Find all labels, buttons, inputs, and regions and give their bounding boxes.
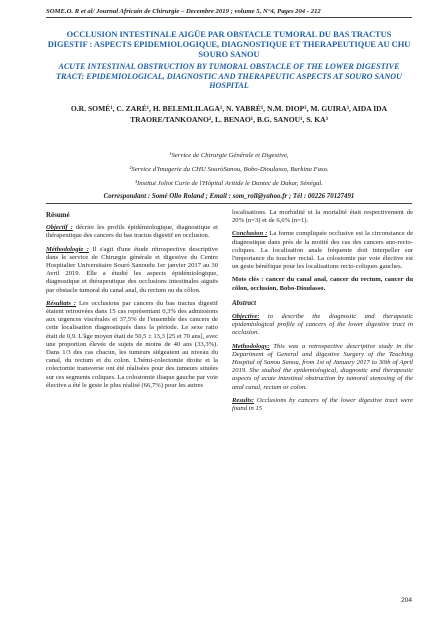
methodologie-paragraph <box>46 246 218 295</box>
right-column <box>232 209 413 418</box>
conclusion-paragraph <box>232 230 413 271</box>
objective-paragraph <box>232 313 413 338</box>
resultats-paragraph <box>46 300 218 390</box>
objectif-label: Objectif : <box>46 224 73 232</box>
affiliation-2: ²Service d'Imagerie du CHU SouròSanou, Bobo-Dioulasso, Burkina Faso. <box>129 166 329 173</box>
keywords-label: Mots clés : <box>232 276 264 284</box>
methodology-label: Methodology: <box>232 342 270 350</box>
methodologie-text: Il s'agit d'une étude rétrospective descriptive dans le service de Chirurgie générale et digestive du Centre Hospitalier Universitaire Souró Sanoudu 1er janvier 2017 au 30 Avril 2019. Elle a étudié les aspects épidémiologique, diagnostique et thérapeutique des occlusions intestinales aiguës par obstacle tumoral du canal anal, du rectum ou du côlon. <box>46 245 218 294</box>
keywords-text: cancer du canal anal, cancer du rectum, cancer du côlon, occlusion, Bobo-Dioulasso. <box>232 276 414 292</box>
resume-heading: Résumé <box>46 211 70 219</box>
results-text: Occlusions by cancers of the lower digestive tract were found in 15 <box>232 396 413 413</box>
methodology-text: This was a retrospective descriptive study in the Department of General and digestive Surgery of the Teaching Hospital of Sanou Sanou, from 1st of January 2017 to 30th of April 2019. She studied the epidemiological, diagnostic and therapeutic aspects of acute intestinal obstruction by tumoral stenosing of the anal canal, rectum or colon. <box>232 342 413 391</box>
running-header: SOME.O. R et al/ Journal Africain de Chirurgie – Decembre 2019 ; volume 5, N°4, Pages 204 - 212 <box>46 8 321 15</box>
correspondence-line: Correspondant : Somé Ollo Roland ; Email : som_roll@yahoo.fr ; Tél : 00226 70127491 <box>103 193 355 200</box>
affiliation-1: ¹Service de Chirurgie Générale et Digestive, <box>169 152 289 159</box>
page-number: 204 <box>401 597 412 604</box>
objectif-text: décrire les profils épidémiologique, diagnostique et thérapeutique des cancers du bas tractus digestif en occlusion. <box>46 224 218 240</box>
author-list: O.R. SOMÉ¹, C. ZARÉ¹, H. BELEMLILAGA¹, N. YABRÉ¹, N.M. DIOP³, M. GUIRA³, AIDA IDA TRAORE/TANKOANO², L. BENAO¹, B.G. SANOU¹, S. KA³ <box>70 104 388 124</box>
correspondence-rule <box>46 203 412 204</box>
objective-label: Objective: <box>232 313 260 321</box>
results-continuation: localisations. La morbidité et la mortalité était respectivement de 20% (n=3) et de 6,6% (n=1). <box>232 209 413 225</box>
header-rule <box>46 17 412 18</box>
results-label: Results: <box>232 396 254 404</box>
methodologie-label: Méthodologie : <box>46 245 89 253</box>
left-column <box>46 209 218 395</box>
keywords-paragraph <box>232 276 413 292</box>
conclusion-label: Conclusion : <box>232 230 268 238</box>
conclusion-text: La forme compliquée occlusive est la circonstance de diagnostique dans près de la moitié des cas des cancers ano-recto-coliques. La localisation anale fréquente doit interpeller sur l'importance du toucher rectal. La colostomie par voie élective est un geste bénéfique pour les localisations recto-coliques gauches. <box>232 230 413 271</box>
title-french: OCCLUSION INTESTINALE AIGÜE PAR OBSTACLE TUMORAL DU BAS TRACTUS DIGESTIF : ASPECTS EPIDEMIOLOGIQUE, DIAGNOSTIQUE ET THERAPEUTIQUE AU CHU SOURO SANOU <box>47 30 411 60</box>
resultats-text: Les occlusions par cancers du bas tractus digestif étaient retrouvées dans 15 cas représentant 0,3% des admissions aux urgences viscérales et 37,5% de l'ensemble des cancers de cette localisation diagnostiqués dans la période. Le sexe ratio était de 0,9. L'âge moyen était de 50,5 ± 13,3 [25 et 70 ans], avec une proportion élevée de sujets de moins de 40 ans (33,3%). Dans 1/3 des cas chacun, les tumeurs siégeaient au niveau du canal, du rectum et du colon. L'hémi-colectomie droite et la colectomie transverse ont été réalisées pour des tumeurs situées sur ces segments coliques. La colostomie iliaque gauche par voie élective a été le geste le plus réalisé (66,7%) pour les autres <box>46 299 219 389</box>
affiliation-3: ³Institut Joliot Curie de l'Hôpital Aritide le Dantec de Dakar, Sénégal. <box>135 180 323 187</box>
objective-text: to describe the diagnostic and therapeutic epidemiological profile of cancers of the lower digestive tract in occlusion. <box>232 313 413 337</box>
abstract-heading: Abstract <box>232 298 257 307</box>
resultats-label: Résultats : <box>46 299 77 307</box>
objectif-paragraph <box>46 224 218 240</box>
title-english: ACUTE INTESTINAL OBSTRUCTION BY TUMORAL OBSTACLE OF THE LOWER DIGESTIVE TRACT: EPIDEMIOLOGICAL, DIAGNOSTIC AND THERAPEUTIC ASPECTS AT SOURO SANOU HOSPITAL <box>56 62 402 91</box>
methodology-paragraph <box>232 343 413 392</box>
results-paragraph <box>232 397 413 413</box>
